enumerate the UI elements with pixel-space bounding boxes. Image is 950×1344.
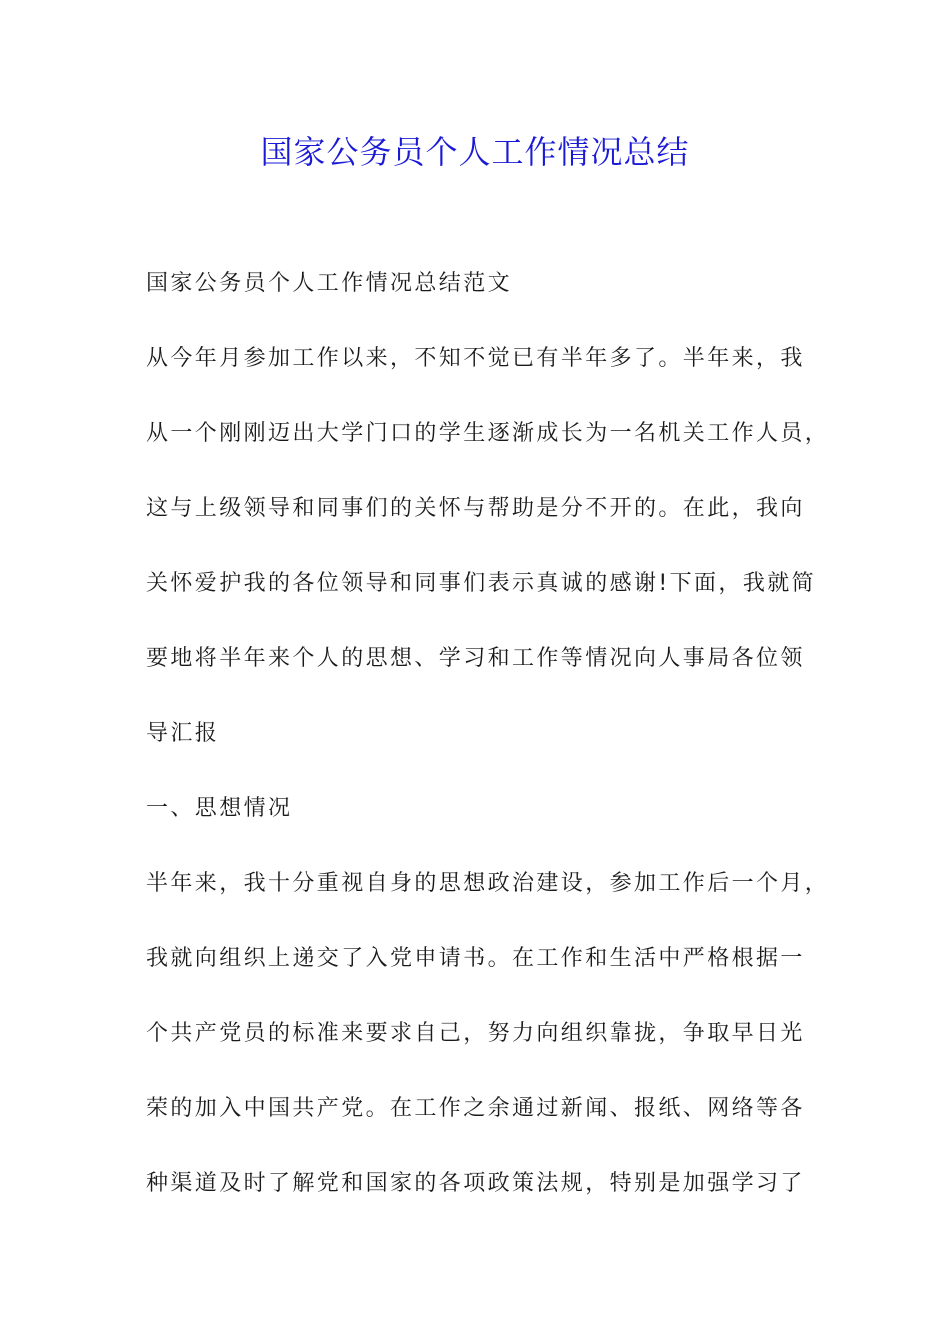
paragraph-line: 这与上级领导和同事们的关怀与帮助是分不开的。在此，我向 bbox=[146, 496, 805, 521]
paragraph-line: 从今年月参加工作以来，不知不觉已有半年多了。半年来，我 bbox=[146, 346, 805, 371]
paragraph-line: 我就向组织上递交了入党申请书。在工作和生活中严格根据一 bbox=[146, 946, 805, 971]
paragraph-line: 关怀爱护我的各位领导和同事们表示真诚的感谢!下面，我就简 bbox=[146, 571, 817, 596]
paragraph-line: 种渠道及时了解党和国家的各项政策法规，特别是加强学习了 bbox=[146, 1171, 805, 1196]
paragraph-line: 要地将半年来个人的思想、学习和工作等情况向人事局各位领 bbox=[146, 646, 805, 671]
paragraph-line: 导汇报 bbox=[146, 721, 220, 746]
paragraph-line: 荣的加入中国共产党。在工作之余通过新闻、报纸、网络等各 bbox=[146, 1096, 805, 1121]
paragraph-line: 从一个刚刚迈出大学门口的学生逐渐成长为一名机关工作人员， bbox=[146, 421, 830, 446]
paragraph-line: 半年来，我十分重视自身的思想政治建设，参加工作后一个月， bbox=[146, 871, 830, 896]
document-title: 国家公务员个人工作情况总结 bbox=[260, 133, 690, 171]
paragraph-line: 个共产党员的标准来要求自己，努力向组织靠拢，争取早日光 bbox=[146, 1021, 805, 1046]
document-body bbox=[146, 264, 830, 1239]
section-heading: 一、思想情况 bbox=[146, 796, 293, 821]
subtitle-line: 国家公务员个人工作情况总结范文 bbox=[146, 271, 513, 296]
